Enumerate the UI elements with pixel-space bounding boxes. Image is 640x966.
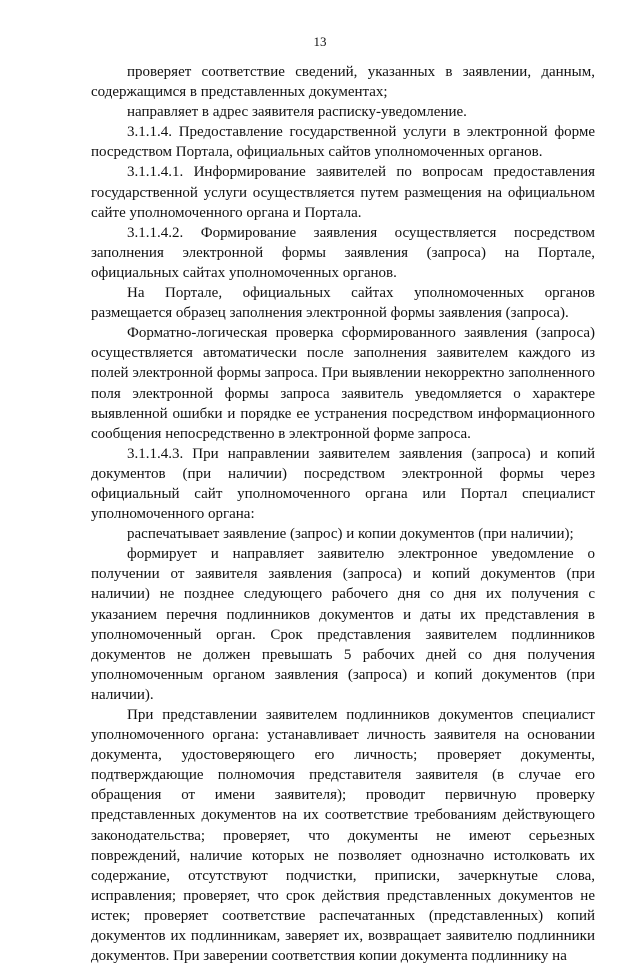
page-number: 13 [313,34,327,49]
document-body [91,62,595,966]
paragraph-1: проверяет соответствие сведений, указанных в заявлении, данным, содержащимся в представленных документах; [91,64,595,101]
paragraph-5: 3.1.1.4.2. Формирование заявления осуществляется посредством заполнения электронной формы заявления (запроса) на Портале, официальных сайтах уполномоченных органов. [91,224,595,281]
paragraph-2: направляет в адрес заявителя расписку-уведомление. [127,104,467,121]
paragraph-4: 3.1.1.4.1. Информирование заявителей по вопросам предоставления государственной услуги осуществляется путем размещения на официальном сайте уполномоченного органа и Портала. [91,164,595,221]
paragraph-11: При представлении заявителем подлинников документов специалист уполномоченного органа: устанавливает личность заявителя на основании документа, удостоверяющего его личность; проверяет документы, подтверждающие полномочия представителя заявителя (в случае его обращения от имени заявителя); проводит первичную проверку представленных документов на их соответствие требованиям действующего законодательства; проверяет, что документы не имеют серьезных повреждений, наличие которых не позволяет однозначно истолковать их содержание, отсутствуют подчистки, приписки, зачеркнутые слова, исправления; проверяет, что срок действия представленных документов не истек; проверяет соответствие распечатанных (представленных) копий документов их подлинникам, заверяет их, возвращает заявителю подлинники документов. При заверении соответствия копии документа подлиннику на [91,707,595,965]
paragraph-6: На Портале, официальных сайтах уполномоченных органов размещается образец заполнения электронной формы заявления (запроса). [91,285,595,322]
paragraph-3: 3.1.1.4. Предоставление государственной услуги в электронной форме посредством Портала, официальных сайтов уполномоченных органов. [91,124,595,161]
paragraph-8: 3.1.1.4.3. При направлении заявителем заявления (запроса) и копий документов (при наличии) посредством электронной формы через официальный сайт уполномоченного органа или Портал специалист уполномоченного органа: [91,445,595,523]
paragraph-7: Форматно-логическая проверка сформированного заявления (запроса) осуществляется автоматически после заполнения заявителем каждого из полей электронной формы запроса. При выявлении некорректно заполненного поля электронной формы запроса заявитель уведомляется о характере выявленной ошибки и порядке ее устранения посредством информационного сообщения непосредственно в электронной форме запроса. [91,325,595,442]
paragraph-9: распечатывает заявление (запрос) и копии документов (при наличии); [127,526,574,543]
paragraph-10: формирует и направляет заявителю электронное уведомление о получении от заявителя заявления (запроса) и копий документов (при наличии) не позднее следующего рабочего дня со дня их получения с указанием перечня подлинников документов и даты их представления в уполномоченный орган. Срок представления заявителем подлинников документов не должен превышать 5 рабочих дней со дня получения уполномоченным органом заявления (запроса) и копий документов (при наличии). [91,546,595,703]
